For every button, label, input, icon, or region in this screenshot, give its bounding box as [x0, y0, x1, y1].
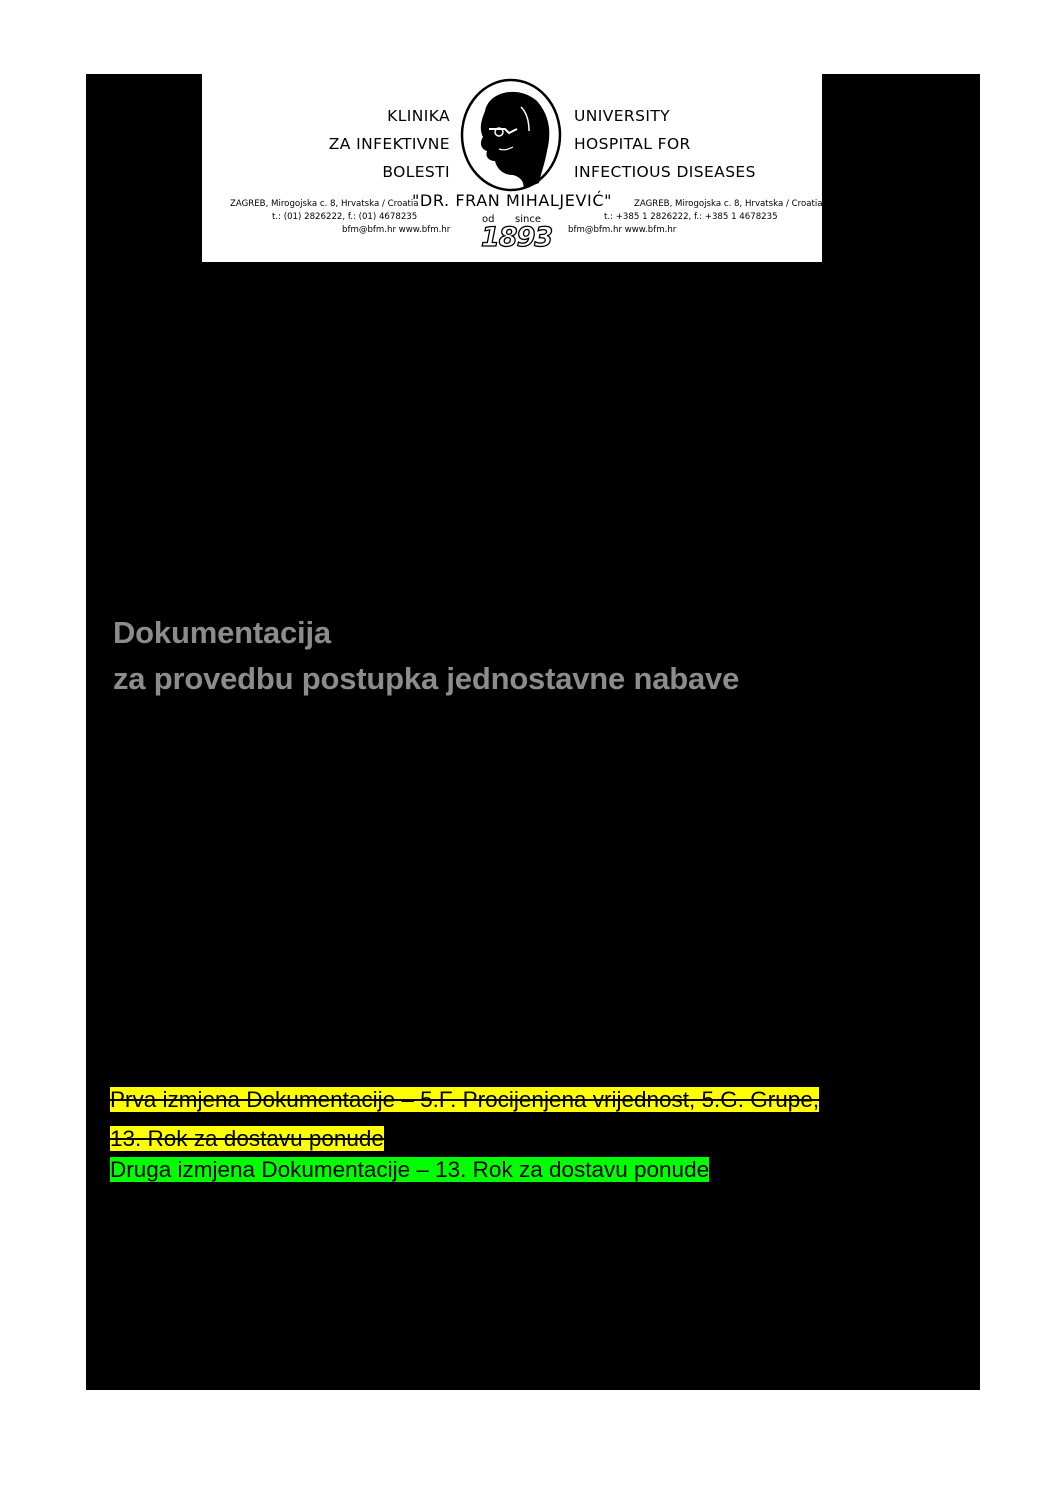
amendment-2-text: Druga izmjena Dokumentacije – 13. Rok za dostavu ponude — [110, 1157, 710, 1182]
logo-left-line-1: KLINIKA — [387, 107, 450, 125]
document-title — [113, 610, 739, 702]
logo-od: od — [482, 214, 495, 225]
logo-year: 1893 — [481, 222, 553, 253]
logo-phone-right: t.: +385 1 2826222, f.: +385 1 4678235 — [604, 212, 778, 222]
amendment-1-line-2 — [110, 1124, 384, 1153]
logo-left-line-3: BOLESTI — [382, 163, 450, 181]
amendment-1-text-1: Prva izmjena Dokumentacije – 5.F. Procijenjena vrijednost, 5.G. Grupe, — [110, 1087, 820, 1112]
hospital-name: "DR. FRAN MIHALJEVIĆ" — [411, 191, 613, 210]
logo-email-left: bfm@bfm.hr www.bfm.hr — [342, 225, 451, 235]
title-line-1: Dokumentacija — [113, 615, 331, 650]
logo-right-line-3: INFECTIOUS DISEASES — [574, 163, 756, 181]
logo-phone-left: t.: (01) 2826222, f.: (01) 4678235 — [272, 212, 418, 222]
founder-portrait-icon — [459, 77, 563, 193]
logo-left-line-2: ZA INFEKTIVNE — [328, 135, 450, 153]
logo-since: since — [515, 214, 541, 225]
amendment-1-line-1 — [110, 1085, 819, 1114]
amendment-2 — [110, 1155, 709, 1184]
logo-email-right: bfm@bfm.hr www.bfm.hr — [568, 225, 677, 235]
logo-address-right: ZAGREB, Mirogojska c. 8, Hrvatska / Croatia — [634, 199, 822, 209]
logo-right-line-1: UNIVERSITY — [574, 107, 671, 125]
title-line-2: za provedbu postupka jednostavne nabave — [113, 661, 740, 696]
logo-address-left: ZAGREB, Mirogojska c. 8, Hrvatska / Croatia — [230, 199, 419, 209]
redacted-page-area — [86, 74, 980, 1390]
hospital-logo — [202, 74, 822, 262]
logo-right-line-2: HOSPITAL FOR — [574, 135, 691, 153]
amendment-1-text-2: 13. Rok za dostavu ponude — [110, 1126, 384, 1151]
